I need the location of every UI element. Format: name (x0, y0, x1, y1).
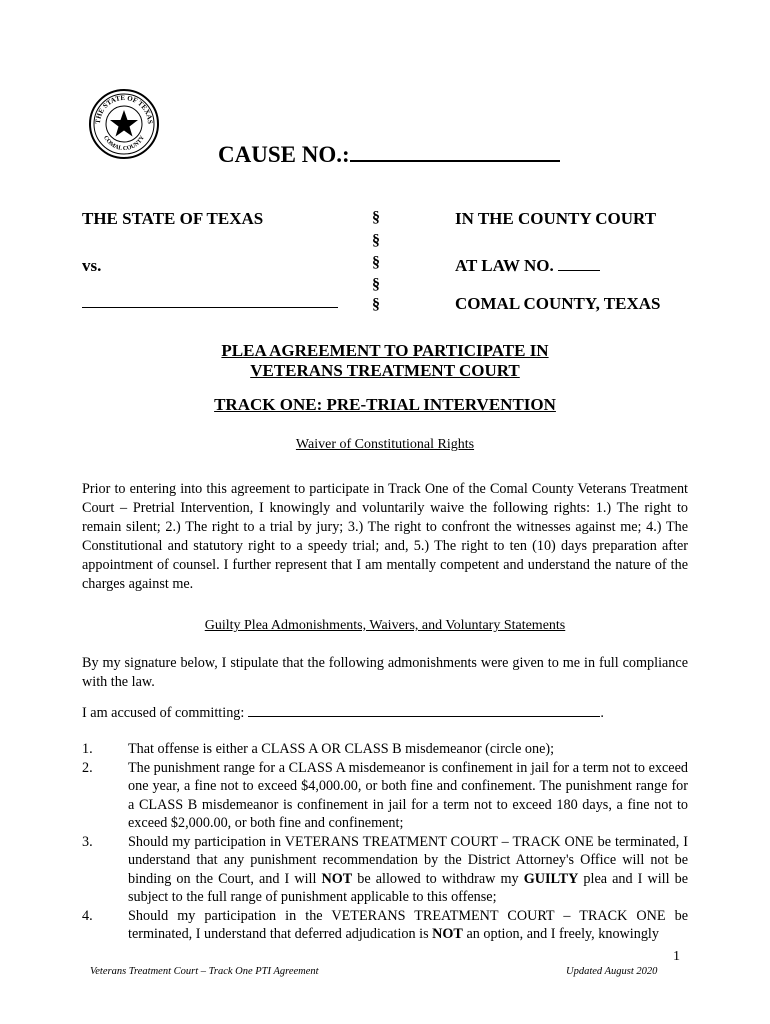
footer-left: Veterans Treatment Court – Track One PTI Agreement (90, 966, 319, 977)
section-mark: § (372, 276, 380, 293)
waiver-paragraph: Prior to entering into this agreement to participate in Track One of the Comal County Veterans Treatment Court – Pretrial Intervention, I knowingly and voluntarily waive the following rights: 1.) The right to remain silent; 2.) The right to a trial by jury; 3.) The right to confront the witnesses against me; 4.) The Constitutional and statutory right to a speedy trial; and, 5.) The right to ten (10) days preparation after appointment of counsel. I further represent that I am mentally competent and understand the nature of the charges against me. (82, 481, 688, 592)
list-item (82, 740, 688, 759)
caption-court: IN THE COUNTY COURT (455, 209, 657, 228)
list-item-text: Should my participation in the VETERANS TREATMENT COURT – TRACK ONE be terminated, I understand that deferred adjudication is NOT an option, and I freely, knowingly (128, 907, 688, 942)
list-item-text: The punishment range for a CLASS A misdemeanor is confinement in jail for a term not to exceed one year, a fine not to exceed $4,000.00, or both fine and confinement. The punishment range for a CLASS B misdemeanor is confinement in jail for a term not to exceed 180 days, a fine not to exceed $2,000.00, or both fine and confinement; (128, 759, 688, 831)
document-title-line1: PLEA AGREEMENT TO PARTICIPATE IN (221, 341, 549, 360)
section-mark: § (372, 254, 380, 271)
list-item (82, 907, 688, 944)
cause-number-blank (350, 140, 560, 162)
caption-law-label: AT LAW NO. (455, 256, 554, 275)
section-mark: § (372, 209, 380, 226)
svg-text:COMAL COUNTY: COMAL COUNTY (102, 135, 146, 153)
document-title-line2: VETERANS TREATMENT COURT (250, 361, 520, 380)
list-item-number: 2. (82, 759, 93, 776)
defendant-name-blank (82, 307, 338, 308)
caption-county: COMAL COUNTY, TEXAS (455, 294, 661, 313)
document-title-track: TRACK ONE: PRE-TRIAL INTERVENTION (214, 395, 556, 414)
section-mark: § (372, 232, 380, 249)
waiver-heading: Waiver of Constitutional Rights (295, 437, 475, 452)
list-item (82, 759, 688, 833)
footer-right: Updated August 2020 (566, 966, 658, 977)
svg-text:THE STATE OF TEXAS: THE STATE OF TEXAS (93, 93, 155, 125)
county-seal-logo (88, 88, 160, 160)
list-item-text: Should my participation in VETERANS TREATMENT COURT – TRACK ONE be terminated, I understand that any punishment recommendation by the District Attorney's Office will not be binding on the Court, and I will NOT be allowed to withdraw my GUILTY plea and I will be subject to the full range of punishment applicable to this offense; (128, 833, 688, 905)
cause-number-line (218, 140, 560, 168)
offense-blank (248, 704, 600, 717)
list-item-text: That offense is either a CLASS A OR CLASS B misdemeanor (circle one); (128, 741, 555, 757)
page-number: 1 (673, 949, 680, 964)
section-mark: § (372, 296, 380, 313)
caption-state: THE STATE OF TEXAS (82, 209, 264, 228)
list-item-number: 4. (82, 907, 93, 924)
admonishments-intro: By my signature below, I stipulate that the following admonishments were given to me in full compliance with the law. (82, 655, 688, 690)
list-item-number: 1. (82, 741, 93, 757)
accused-of-line (82, 704, 604, 722)
caption-vs: vs. (82, 256, 102, 275)
accused-end: . (600, 705, 604, 721)
admonishment-list (82, 740, 688, 944)
admonishments-heading: Guilty Plea Admonishments, Waivers, and Voluntary Statements (204, 618, 566, 633)
list-item-number: 3. (82, 833, 93, 850)
list-item (82, 833, 688, 907)
caption-law-number (455, 256, 600, 276)
cause-number-label: CAUSE NO.: (218, 142, 350, 167)
accused-label: I am accused of committing: (82, 705, 245, 721)
law-number-blank (558, 258, 600, 271)
